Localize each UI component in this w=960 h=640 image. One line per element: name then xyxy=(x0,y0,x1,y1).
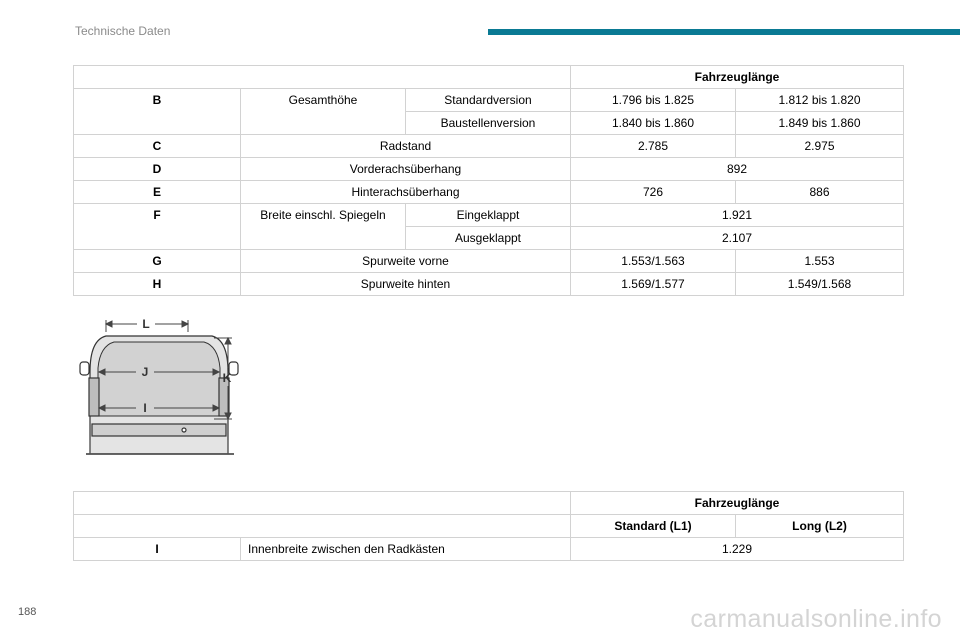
table-header-row xyxy=(74,515,904,538)
row-label: Spurweite vorne xyxy=(241,250,571,273)
value-cell: 1.921 xyxy=(571,204,904,227)
page-number: 188 xyxy=(18,606,37,618)
table-header-row xyxy=(74,492,904,515)
header-accent-bar xyxy=(488,29,960,35)
table-row xyxy=(74,273,904,296)
dimension-label-i: I xyxy=(143,401,147,415)
empty-header-cell xyxy=(74,515,571,538)
row-sublabel: Baustellenversion xyxy=(406,112,571,135)
empty-header-cell xyxy=(74,492,571,515)
value-cell: 1.849 bis 1.860 xyxy=(736,112,904,135)
table-row xyxy=(74,89,904,112)
row-code: I xyxy=(74,538,241,561)
row-label: Vorderachsüberhang xyxy=(241,158,571,181)
watermark: carmanualsonline.info xyxy=(690,605,942,633)
row-sublabel: Ausgeklappt xyxy=(406,227,571,250)
row-code: E xyxy=(74,181,241,204)
row-sublabel: Eingeklappt xyxy=(406,204,571,227)
vehicle-length-header: Fahrzeuglänge xyxy=(571,492,904,515)
vehicle-rear-dimension-diagram xyxy=(72,312,252,458)
row-label: Gesamthöhe xyxy=(241,89,406,135)
table-row xyxy=(74,181,904,204)
row-code: F xyxy=(74,204,241,250)
value-cell: 2.975 xyxy=(736,135,904,158)
column-header-standard: Standard (L1) xyxy=(571,515,736,538)
van-rear-outline xyxy=(80,336,238,454)
row-code: H xyxy=(74,273,241,296)
table-row xyxy=(74,158,904,181)
value-cell: 1.812 bis 1.820 xyxy=(736,89,904,112)
row-label: Innenbreite zwischen den Radkästen xyxy=(241,538,571,561)
value-cell: 1.553/1.563 xyxy=(571,250,736,273)
dimension-label-l: L xyxy=(142,317,150,331)
row-label: Breite einschl. Spiegeln xyxy=(241,204,406,250)
dimension-label-j: J xyxy=(141,365,149,379)
row-sublabel: Standardversion xyxy=(406,89,571,112)
interior-dimensions-table xyxy=(73,491,904,561)
empty-header-cell xyxy=(74,66,571,89)
value-cell: 892 xyxy=(571,158,904,181)
row-code: B xyxy=(74,89,241,135)
table-row xyxy=(74,538,904,561)
value-cell: 2.785 xyxy=(571,135,736,158)
value-cell: 1.549/1.568 xyxy=(736,273,904,296)
table-header-row xyxy=(74,66,904,89)
row-code: G xyxy=(74,250,241,273)
row-label: Hinterachsüberhang xyxy=(241,181,571,204)
vehicle-length-header: Fahrzeuglänge xyxy=(571,66,904,89)
value-cell: 726 xyxy=(571,181,736,204)
column-header-long: Long (L2) xyxy=(736,515,904,538)
row-label: Spurweite hinten xyxy=(241,273,571,296)
value-cell: 1.229 xyxy=(571,538,904,561)
value-cell: 2.107 xyxy=(571,227,904,250)
dimension-label-k: K xyxy=(222,371,232,385)
value-cell: 886 xyxy=(736,181,904,204)
section-title: Technische Daten xyxy=(75,24,171,38)
row-code: D xyxy=(74,158,241,181)
value-cell: 1.796 bis 1.825 xyxy=(571,89,736,112)
value-cell: 1.553 xyxy=(736,250,904,273)
dimensions-table xyxy=(73,65,904,296)
row-code: C xyxy=(74,135,241,158)
table-row xyxy=(74,135,904,158)
value-cell: 1.569/1.577 xyxy=(571,273,736,296)
table-row xyxy=(74,204,904,227)
table-row xyxy=(74,250,904,273)
value-cell: 1.840 bis 1.860 xyxy=(571,112,736,135)
row-label: Radstand xyxy=(241,135,571,158)
